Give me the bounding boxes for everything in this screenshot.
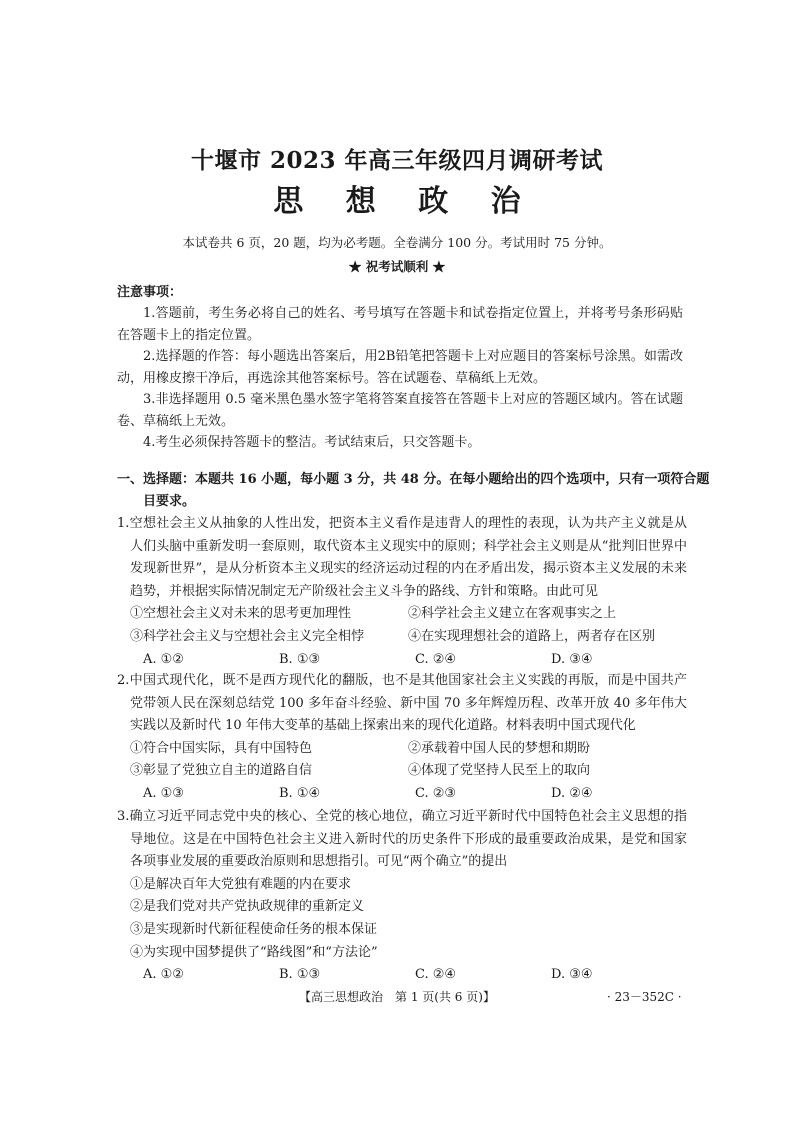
section-heading: 一、选择题：本题共 16 小题，每小题 3 分，共 48 分。在每小题给出的四个选项中，只有一项符合题目要求。 [117, 472, 710, 509]
question-3 [117, 806, 687, 987]
choice-a: A. ①③ [143, 785, 184, 801]
choice-c: C. ②④ [415, 651, 457, 667]
paper-code: · 23－352C · [607, 990, 682, 1004]
choice-c: C. ②③ [415, 785, 457, 801]
page-footer: 【高三思想政治 第 1 页(共 6 页)】 [299, 990, 495, 1004]
option-row [117, 626, 687, 649]
option-row [117, 603, 687, 626]
option-item: ④体现了党坚持人民至上的取向 [408, 763, 591, 779]
answer-choices [117, 783, 687, 806]
option-item: ①空想社会主义对未来的思考更加理性 [130, 606, 352, 622]
choice-c: C. ②④ [415, 967, 457, 983]
option-row [117, 760, 687, 783]
exam-intro: 本试卷共 6 页，20 题，均为必考题。全卷满分 100 分。考试用时 75 分钟。 [182, 235, 612, 250]
option-item: ①符合中国实际，具有中国特色 [130, 740, 313, 756]
choice-b: B. ①④ [279, 785, 321, 801]
good-luck-line: ★ 祝考试顺利 ★ [348, 259, 446, 274]
option-row [117, 738, 687, 761]
option-item: ②承载着中国人民的梦想和期盼 [408, 740, 591, 756]
option-item: ③科学社会主义与空想社会主义完全相悖 [130, 628, 365, 644]
exam-title: 十堰市 2023 年高三年级四月调研考试 [190, 147, 604, 174]
note-item: 1.答题前，考生务必将自己的姓名、考号填写在答题卡和试卷指定位置上，并将考号条形码贴在答题卡上的指定位置。 [117, 306, 683, 343]
question-1 [117, 513, 687, 671]
choice-b: B. ①③ [279, 651, 321, 667]
option-item: ③彰显了党独立自主的道路自信 [130, 763, 313, 779]
choice-d: D. ③④ [551, 651, 593, 667]
note-item: 4.考生必须保持答题卡的整洁。考试结束后，只交答题卡。 [143, 435, 481, 450]
note-item: 3.非选择题用 0.5 毫米黑色墨水签字笔将答案直接答在答题卡上对应的答题区域内。答在试题卷、草稿纸上无效。 [117, 392, 683, 429]
choice-b: B. ①③ [279, 967, 321, 983]
subject-title: 思 想 政 治 [273, 184, 537, 219]
question-stem: 1.空想社会主义从抽象的人性出发，把资本主义看作是违背人的理性的表现，认为共产主义就是从人们头脑中重新发明一套原则，取代资本主义现实中的原则；科学社会主义则是从“批判旧世界中发现新世界”，是从分析资本主义现实的经济运动过程的内在矛盾出发，揭示资本主义发展的未来趋势，并根据实际情况制定无产阶级社会主义斗争的路线、方针和策略。由此可见 [117, 516, 687, 599]
choice-a: A. ①② [143, 651, 184, 667]
answer-choices [117, 964, 687, 987]
notes-heading: 注意事项： [117, 285, 183, 300]
choice-d: D. ③④ [551, 967, 593, 983]
option-item: ④为实现中国梦提供了“路线图”和“方法论” [130, 944, 378, 960]
notes-list [117, 303, 683, 454]
option-item: ②是我们党对共产党执政规律的重新定义 [130, 899, 365, 915]
option-item: ①是解决百年大党独有难题的内在要求 [130, 876, 352, 892]
question-2 [117, 670, 687, 806]
note-item: 2.选择题的作答：每小题选出答案后，用2B铅笔把答题卡上对应题目的答案标号涂黑。如需改动，用橡皮擦干净后，再选涂其他答案标号。答在试题卷、草稿纸上无效。 [117, 349, 683, 386]
choice-a: A. ①② [143, 967, 184, 983]
option-item: ③是实现新时代新征程使命任务的根本保证 [130, 921, 378, 937]
choice-d: D. ②④ [551, 785, 593, 801]
option-item: ②科学社会主义建立在客观事实之上 [408, 606, 617, 622]
question-stem: 2.中国式现代化，既不是西方现代化的翻版，也不是其他国家社会主义实践的再版，而是中国共产党带领人民在深刻总结党 100 多年奋斗经验、新中国 70 多年辉煌历程、改革开放 40 多年伟大实践以及新时代 10 年伟大变革的基础上探索出来的现代化道路。材料表明中国式现代化 [117, 673, 687, 734]
answer-choices [117, 649, 687, 672]
option-item: ④在实现理想社会的道路上，两者存在区别 [408, 628, 656, 644]
question-stem: 3.确立习近平同志党中央的核心、全党的核心地位，确立习近平新时代中国特色社会主义思想的指导地位。这是在中国特色社会主义进入新时代的历史条件下形成的最重要政治成果，是党和国家各项事业发展的重要政治原则和思想指引。可见“两个确立”的提出 [117, 809, 687, 870]
